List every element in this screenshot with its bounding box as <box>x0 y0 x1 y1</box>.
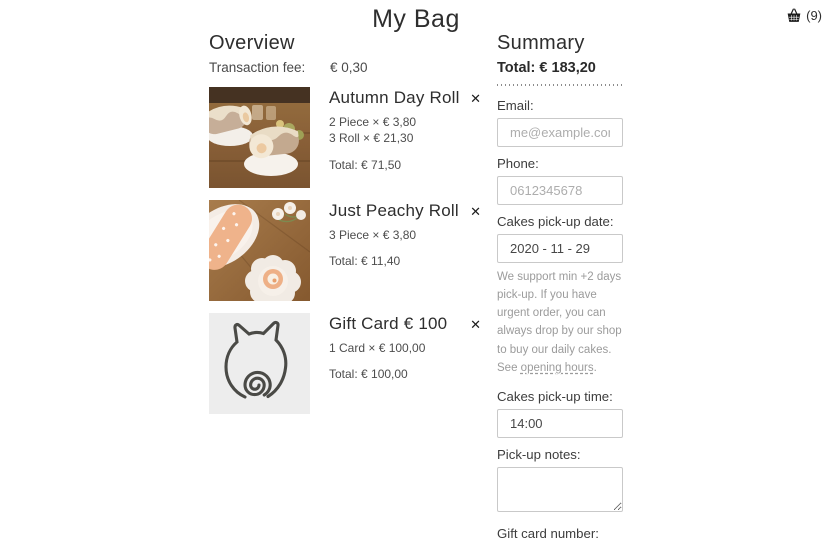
opening-hours-link[interactable]: opening hours <box>520 361 594 374</box>
pickup-date-note <box>497 268 623 377</box>
remove-item-button[interactable]: ✕ <box>465 204 481 220</box>
remove-item-button[interactable]: ✕ <box>465 91 481 107</box>
item-line: 2 Piece × € 3,80 <box>329 115 417 129</box>
page-title: My Bag <box>372 5 460 33</box>
pickup-notes-label: Pick-up notes: <box>497 446 581 462</box>
summary-total: Total: € 183,20 <box>497 60 596 76</box>
item-line: 3 Piece × € 3,80 <box>329 228 417 242</box>
item-title: Just Peachy Roll <box>329 201 459 220</box>
item-total: Total: € 11,40 <box>329 254 401 269</box>
item-total: Total: € 71,50 <box>329 157 402 172</box>
summary-heading: Summary <box>497 32 585 54</box>
cart-count: (9) <box>806 8 822 23</box>
item-line: 1 Card × € 100,00 <box>329 341 426 355</box>
remove-item-button[interactable]: ✕ <box>465 317 481 333</box>
item-line: 3 Roll × € 21,30 <box>329 131 414 146</box>
transaction-fee-row <box>209 60 481 75</box>
pickup-notes-textarea[interactable] <box>497 467 623 512</box>
item-title: Autumn Day Roll <box>329 88 460 107</box>
autumn-day-roll-photo <box>209 87 310 188</box>
overview-section <box>209 33 481 546</box>
pickup-date-label: Cakes pick-up date: <box>497 214 614 229</box>
pickup-time-label: Cakes pick-up time: <box>497 388 613 404</box>
email-input[interactable] <box>497 118 623 147</box>
gift-card-number-label: Gift card number: <box>497 525 599 541</box>
pickup-time-input[interactable] <box>497 409 623 438</box>
gift-card-cat-logo <box>209 313 310 414</box>
cart-item-gift-card <box>209 313 481 414</box>
basket-icon <box>786 8 802 23</box>
transaction-fee-label: Transaction fee: <box>209 60 306 75</box>
email-label: Email: <box>497 98 534 113</box>
transaction-fee-value: € 0,30 <box>330 60 368 75</box>
just-peachy-roll-photo <box>209 200 310 301</box>
cart-indicator[interactable] <box>786 8 822 23</box>
bag-content <box>209 33 623 546</box>
cart-item-just-peachy-roll <box>209 200 481 301</box>
item-title: Gift Card € 100 <box>329 314 448 333</box>
phone-input[interactable] <box>497 176 623 205</box>
note-text: . <box>593 361 597 374</box>
dotted-separator <box>497 84 623 86</box>
pickup-date-input[interactable] <box>497 234 623 263</box>
cart-item-autumn-day-roll <box>209 87 481 188</box>
item-total: Total: € 100,00 <box>329 367 408 382</box>
summary-section <box>497 33 623 546</box>
note-text: We support min +2 days pick-up. If you have urgent order, you can always drop by our shop to buy our daily cakes. See <box>497 271 622 374</box>
phone-label: Phone: <box>497 156 539 171</box>
overview-heading: Overview <box>209 32 295 54</box>
